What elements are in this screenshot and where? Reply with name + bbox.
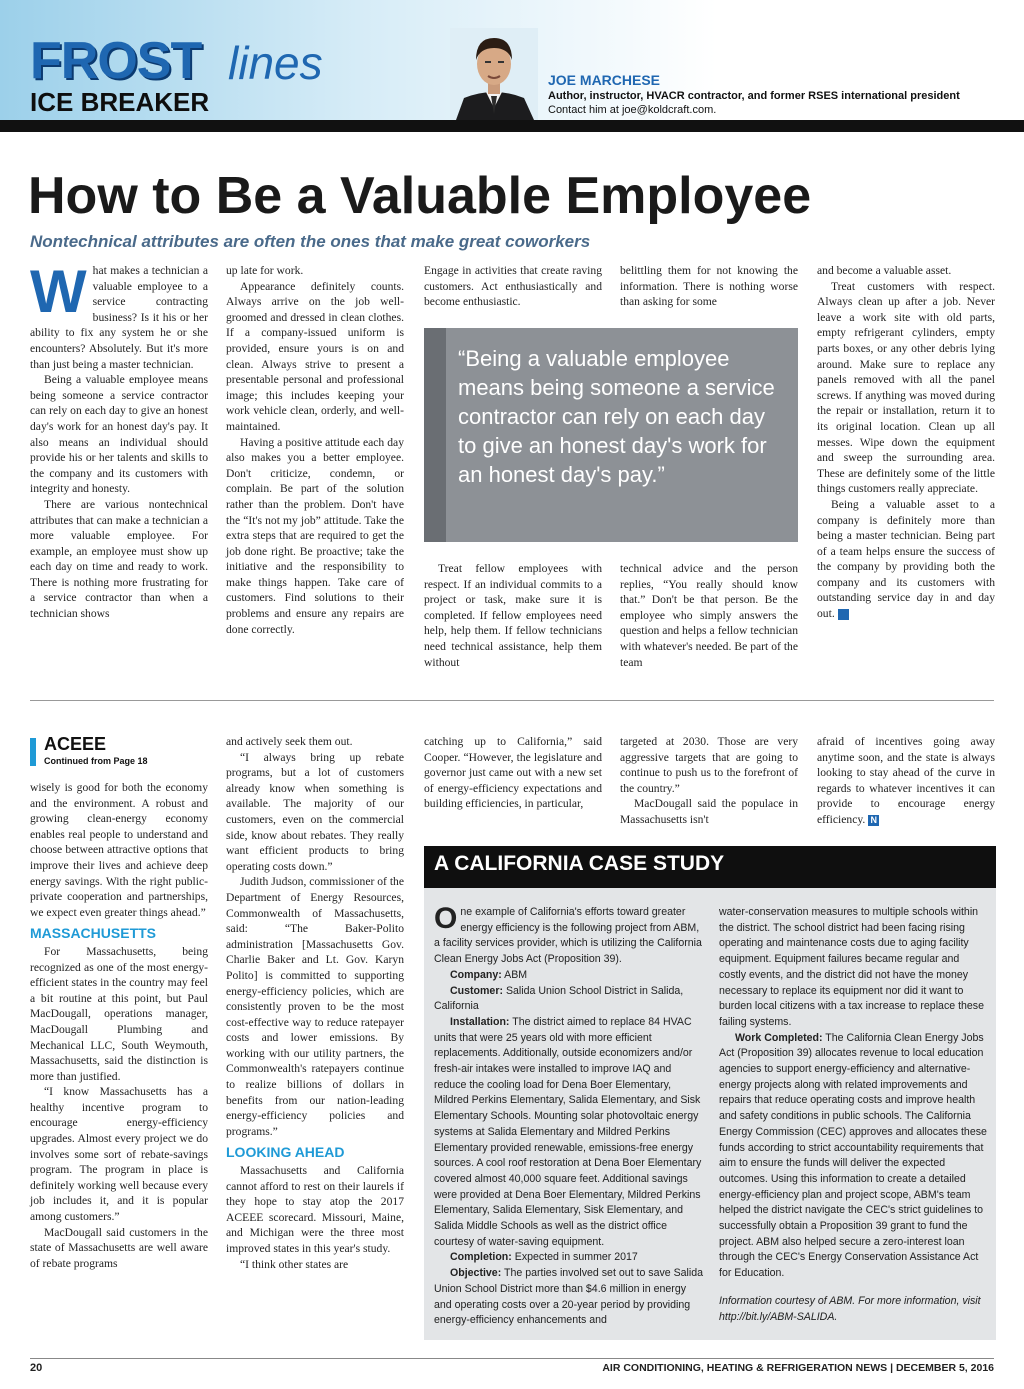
customer-value: Salida Union School District in Salida, California — [434, 984, 684, 1013]
acee-column-2 — [226, 734, 404, 1272]
objective-value: The parties involved set out to save Salida Union School District more than $4.6 million in energy and operating costs over a 20-year period by providing energy-efficiency enhancements and — [434, 1267, 704, 1327]
company-value: ABM — [504, 968, 528, 981]
subhead-massachusetts: MASSACHUSETTS — [30, 925, 157, 942]
case-study-column-1 — [434, 902, 706, 1329]
objective-label: Objective: — [450, 1267, 502, 1280]
article-column-4-bottom — [620, 561, 798, 670]
paragraph: and become a valuable asset. — [817, 264, 952, 277]
article-title: How to Be a Valuable Employee — [28, 167, 812, 225]
installation-label: Installation: — [450, 1015, 510, 1028]
paragraph — [817, 497, 995, 622]
footer-publication: AIR CONDITIONING, HEATING & REFRIGERATION NEWS | DECEMBER 5, 2016 — [602, 1362, 994, 1374]
completion-label: Completion: — [450, 1251, 512, 1264]
article-column-2 — [226, 263, 404, 637]
paragraph: Appearance definitely counts. Always arrive on the job well-groomed and dressed in clean clothes. If a company-issued uniform is provided, ensure yours is on and clean. Always strive to present a presentable personal and professional image; this includes keeping your work vehicle clean, orderly, and well-maintained. — [226, 279, 404, 433]
case-intro: ne example of California's efforts toward greater energy efficiency is the following project from ABM, a facility services provider, which is utilizing the California Clean Energy Jobs Act (Proposition 39). — [434, 906, 702, 966]
customer-label: Customer: — [450, 984, 503, 997]
header-divider — [0, 120, 1024, 132]
work-value: The California Clean Energy Jobs Act (Proposition 39) allocates revenue to local education agencies to support energy-efficiency and alternative-energy projects along with related improvements and repairs that reduce operating costs and improve health and safety conditions in public schools. The California Energy Commission (CEC) approves and allocates these funds according to strict accountability requirements that aim to ensure the funds will deliver the expected outcomes. Using this information to create a detailed energy-efficiency plan and project scope, ABM's team helped the district navigate the CEC's strict guidelines to successfully obtain a Proposition 39 grant to fund the project. ABM also helped secure a zero-interest loan through the CEC's Energy Conservation Assistance Act for Education. — [719, 1031, 987, 1280]
acee-continued: Continued from Page 18 — [44, 756, 148, 766]
acee-accent-bar — [30, 738, 36, 766]
paragraph: “I always bring up rebate programs, but a lot of customers already know when something is available. The majority of our customers, even on the commercial side, know about rebates. They really want efficient products to bring operating costs down.” — [226, 750, 404, 873]
author-description: Author, instructor, HVACR contractor, and former RSES international president — [548, 90, 960, 102]
case-paragraph: water-conservation measures to multiple schools within the district. The school district had been facing rising operating and maintenance costs due to aging facility equipment. Equipment failures became regular and costly events, and the district did not have the money necessary to replace its equipment nor did it want to burden local citizens with a tax increase to replace these failing systems. — [719, 906, 984, 1028]
paragraph: and actively seek them out. — [226, 735, 353, 748]
paragraph: There are various nontechnical attributes that can make a technician a more valuable employee. For example, an employee must show up each day on time and ready to work. There is nothing more frustrating for a service contractor than when a technician shows — [30, 497, 208, 621]
acee-column-4 — [620, 734, 798, 828]
paragraph: MacDougall said customers in the state of Massachusetts are well aware of rebate programs — [30, 1225, 208, 1270]
case-credit: Information courtesy of ABM. For more information, visit http://bit.ly/ABM-SALIDA. — [719, 1294, 981, 1323]
paragraph: technical advice and the person replies, “You really should know that.” Don't be that person. Be the employee who simply answers the question and helps a fellow technician with whatever's needed. Be part of the team — [620, 562, 798, 669]
pull-quote-accent — [424, 328, 446, 542]
pull-quote: “Being a valuable employee means being someone a service contractor can rely on each day to give an honest day's work for an honest day's pay.” — [458, 346, 775, 487]
article-column-1 — [30, 258, 208, 622]
article-column-3-top — [424, 263, 602, 310]
drop-cap: W — [30, 258, 87, 325]
paragraph — [817, 734, 995, 828]
work-label: Work Completed: — [735, 1031, 823, 1044]
paragraph: Massachusetts and California cannot afford to rest on their laurels if they hope to stay atop the 2017 ACEEE scorecard. Missouri, Maine, and Michigan were the three most improved states in this year's study. — [226, 1164, 404, 1255]
acee-column-1 — [30, 780, 208, 1271]
paragraph: Being a valuable employee means being someone a service contractor can rely on each day to give an honest day's work for an honest day's pay. It also means an individual should provide his or her talents and skills to the company and its customers with integrity and honesty. — [30, 373, 208, 496]
author-portrait — [450, 28, 538, 120]
paragraph: Treat customers with respect. Always clean up after a job. Never leave a work site with old parts, empty refrigerant cylinders, empty parts boxes, or any other debris lying around. Make sure to replace any panels removed with all the panel screws. If anything was moved during the repair or installation, return it to its original location. Clean up all messes. Wipe down the equipment and sweep the surrounding area. These are definitely some of the little things customers really appreciate. — [817, 279, 995, 496]
footer-divider — [30, 1358, 994, 1359]
subhead-looking-ahead: LOOKING AHEAD — [226, 1144, 345, 1161]
paragraph: Treat fellow employees with respect. If an individual commits to a project or task, make sure it is completed. If fellow employees need help, help them. If fellow technicians need technical assistance, help them without — [424, 562, 602, 669]
paragraph: up late for work. — [226, 264, 304, 277]
case-study-title: A CALIFORNIA CASE STUDY — [434, 852, 725, 875]
paragraph: wisely is good for both the economy and the environment. A robust and growing clean-energy economy enables real people to understand and choose between attractive options that improve their lives and achieve deep energy savings. With the right public-private cooperation and partnerships, we expect even greater things ahead.” — [30, 781, 208, 919]
paragraph: hat makes a technician a valuable employee to a service contracting business? Is it his or her ability to fix any system he or she encounters? Absolutely. But it's more than just being a master technician. — [30, 264, 208, 371]
paragraph: For Massachusetts, being recognized as one of the most energy-efficient states in the country may feel a bit routine at this point, but Paul MacDougall, operations manager, MacDougall Plumbing and Mechanical LLC, South Weymouth, Massachusetts, said the distinction is more than justified. — [30, 944, 208, 1083]
paragraph: “I think other states are — [240, 1257, 349, 1271]
end-mark-icon: N — [868, 815, 879, 826]
paragraph: catching up to California,” said Cooper. “However, the legislature and governor just came out with a new set of energy-efficiency expectations and building efficiencies, in particular, — [424, 735, 602, 811]
article-subtitle: Nontechnical attributes are often the ones that make great coworkers — [30, 232, 591, 251]
section-label: ICE BREAKER — [30, 87, 210, 117]
paragraph: Having a positive attitude each day also makes you a better employee. Don't criticize, condemn, or complain. Be part of the solution rather than the problem. Don't have the “It's not my job” attitude. Take the extra steps that are required to get the job done right. Be proactive; take the initiative and the responsibility to make things happen. Take care of customers. Find solutions to their problems and ensure any repairs are done correctly. — [226, 435, 404, 636]
section-divider — [30, 700, 994, 701]
paragraph-text: afraid of incentives going away anytime soon, and the state is always looking to stay ahead of the curve in regards to whatever incentives it can provide to encourage energy efficiency. — [817, 735, 995, 826]
author-contact: Contact him at joe@koldcraft.com. — [548, 104, 717, 116]
case-drop-cap: O — [434, 902, 458, 935]
acee-column-3 — [424, 734, 602, 812]
installation-value: The district aimed to replace 84 HVAC units that were 25 years old with more efficient replacements. Additionally, outside economizers and/or fresh-air intakes were installed to improve IAQ and reduce the cooling load for Dena Boer Elementary, Mildred Perkins Elementary, Salida Elementary, and Sisk Elementary Schools. Mounting solar photovoltaic energy systems at Salida Elementary and Mildred Perkins Elementary provided renewable, emissions-free energy sources. A cool roof restoration at Dena Boer Elementary covered almost 40,000 square feet. Additional savings were provided at Dena Boer Elementary, Mildred Perkins Elementary, Salida Elementary, Sisk Elementary, and Salida Middle Schools as well as the district office courtesy of water-saving equipment. — [434, 1015, 702, 1248]
article-column-4-top — [620, 263, 798, 310]
paragraph: belittling them for not knowing the information. There is nothing worse than asking for some — [620, 264, 798, 309]
logo-frost: FROST — [30, 32, 202, 90]
logo-lines: lines — [228, 37, 323, 89]
paragraph: MacDougall said the populace in Massachusetts isn't — [620, 797, 798, 826]
acee-title: ACEEE — [44, 734, 107, 754]
page-number: 20 — [30, 1362, 43, 1374]
paragraph: “I know Massachusetts has a healthy incentive program to encourage energy-efficiency upgrades. Almost every project we do involves some sort of rebate-savings program. The program in place is definitely working well because every job includes it, and it is popular among customers.” — [30, 1085, 208, 1224]
acee-column-5 — [817, 734, 995, 828]
article-column-5 — [817, 263, 995, 622]
paragraph: targeted at 2030. Those are very aggressive targets that are going to continue to push us to the forefront of the country.” — [620, 735, 798, 795]
case-study-column-2 — [719, 905, 987, 1325]
company-label: Company: — [450, 968, 502, 981]
completion-value: Expected in summer 2017 — [514, 1251, 638, 1264]
end-mark-icon: N — [838, 609, 849, 620]
paragraph: Judith Judson, commissioner of the Department of Energy Resources, Commonwealth of Massachusetts, said: “The Baker-Polito administration [Massachusetts Gov. Charlie Baker and Lt. Gov. Karyn Polito] is committed to supporting energy-efficiency policies, which are consistently proven to be the most cost-effective way to reduce ratepayer costs and lower emissions. By working with our utility partners, the Commonwealth's ratepayers continue to realize billions of dollars in benefits from our nation-leading energy-efficiency policies and programs.” — [226, 875, 404, 1138]
author-name: JOE MARCHESE — [548, 72, 661, 88]
article-column-3-bottom — [424, 561, 602, 670]
paragraph-text: Being a valuable asset to a company is definitely more than being a master technician. Being part of a team helps ensure the success of the company by providing both the company and its customers with outstanding service day in and day out. — [817, 497, 995, 621]
paragraph: Engage in activities that create raving customers. Act enthusiastically and become enthusiastic. — [424, 264, 602, 309]
